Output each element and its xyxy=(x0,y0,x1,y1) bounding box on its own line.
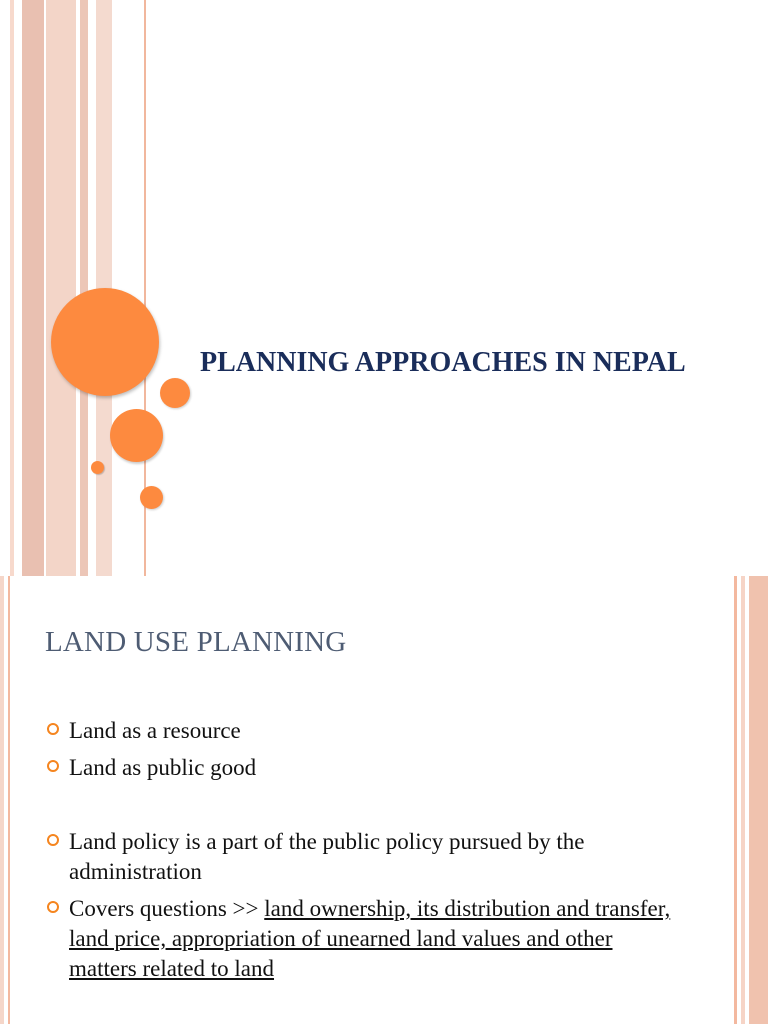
decor-circle-small xyxy=(160,378,190,408)
bullet-circle-icon xyxy=(47,760,59,772)
decor-stripe xyxy=(80,0,88,576)
bullet-text-underlined: land ownership, its distribution and transfer, land price, appropriation of unearned land values and other matters related to land xyxy=(69,896,671,981)
bullet-circle-icon xyxy=(47,834,59,846)
decor-stripe xyxy=(741,576,745,1024)
decor-stripe xyxy=(0,576,4,1024)
decor-circle-medium xyxy=(110,409,163,462)
slide-heading: LAND USE PLANNING xyxy=(45,626,347,658)
slide-title: PLANNING APPROACHES IN NEPAL xyxy=(200,347,686,378)
decor-line xyxy=(8,576,10,1024)
bullet-circle-icon xyxy=(47,901,59,913)
decor-stripe xyxy=(46,0,76,576)
bullet-text: Land policy is a part of the public policy pursued by the administration xyxy=(69,829,585,884)
decor-circle-small xyxy=(140,486,163,509)
list-item xyxy=(45,894,685,984)
list-item xyxy=(45,716,685,746)
decor-line xyxy=(734,576,737,1024)
bullet-list xyxy=(45,716,685,790)
bullet-list xyxy=(45,827,685,991)
content-slide xyxy=(0,576,768,1024)
list-item xyxy=(45,827,685,887)
bullet-circle-icon xyxy=(47,723,59,735)
decor-circle-large xyxy=(51,288,159,396)
decor-stripe xyxy=(22,0,44,576)
decor-stripe xyxy=(749,576,768,1024)
bullet-text: Land as public good xyxy=(69,755,257,780)
list-item xyxy=(45,753,685,783)
decor-stripe xyxy=(10,0,14,576)
decor-circle-tiny xyxy=(91,461,104,474)
bullet-text-prefix: Covers questions >> xyxy=(69,896,265,921)
bullet-text: Land as a resource xyxy=(69,718,241,743)
